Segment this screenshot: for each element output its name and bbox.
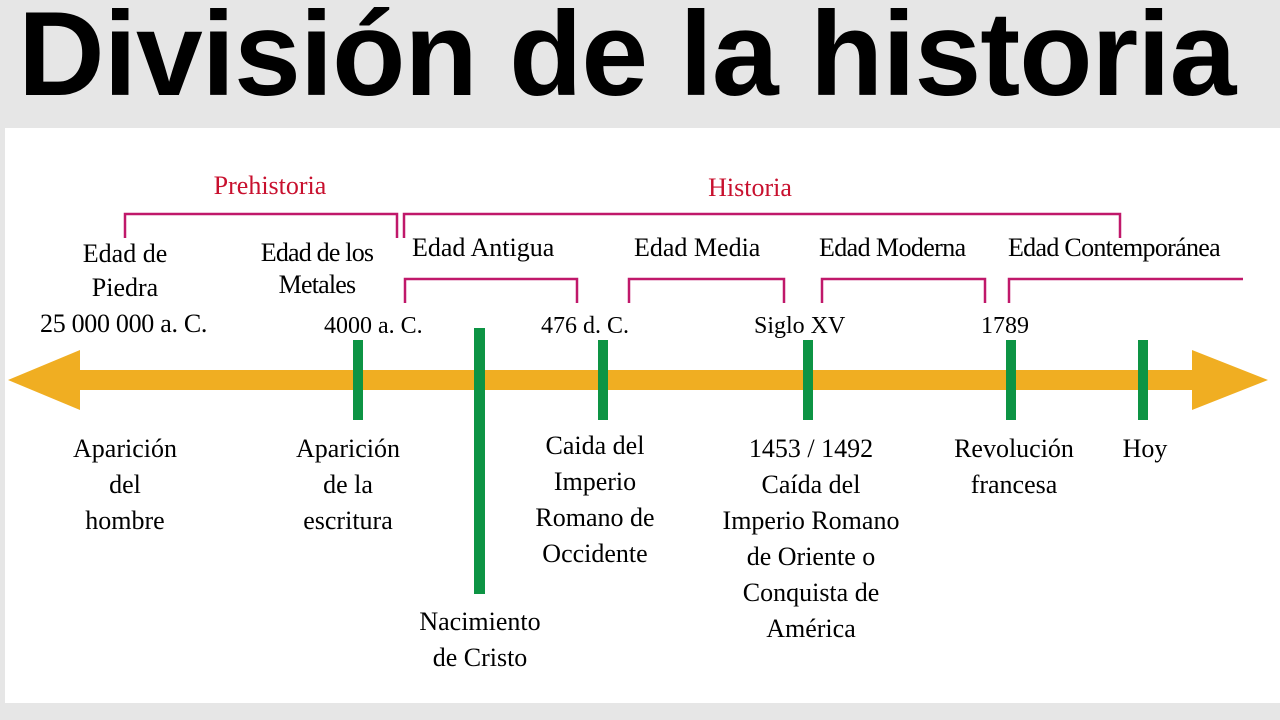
heading-prehistoria: Prehistoria: [213, 171, 327, 200]
bracket-edad-antigua: [405, 279, 577, 303]
date-piedra: 25 000 000 a. C.: [40, 309, 208, 338]
label-edad-contemporanea: Edad Contemporánea: [1008, 233, 1220, 262]
label-edad-piedra: Edad de Piedra: [82, 239, 168, 302]
event-aparicion-hombre: Aparición del hombre: [73, 434, 177, 535]
date-roma: 476 d. C.: [541, 313, 630, 339]
event-nacimiento-cristo: Nacimiento de Cristo: [419, 607, 541, 672]
axis-arrowhead-right: [1192, 350, 1268, 410]
label-edad-antigua: Edad Antigua: [412, 233, 555, 262]
tick-roma: [598, 340, 608, 420]
date-metales: 4000 a. C.: [324, 313, 423, 339]
page-title: División de la historia: [18, 0, 1236, 121]
axis-arrowhead-left: [8, 350, 80, 410]
tick-metales: [353, 340, 363, 420]
bracket-edad-media: [629, 279, 784, 303]
bracket-edad-contemporanea: [1009, 279, 1243, 303]
timeline-axis: [60, 370, 1210, 390]
event-caida-occidente: Caida del Imperio Romano de Occidente: [535, 431, 655, 568]
label-edad-metales: Edad de los Metales: [260, 238, 374, 299]
bracket-edad-moderna: [822, 279, 985, 303]
heading-historia: Historia: [708, 173, 792, 202]
event-caida-oriente: 1453 / 1492 Caída del Imperio Romano de Oriente o Conquista de América: [722, 434, 900, 643]
bracket-prehistoria: [125, 214, 397, 238]
label-edad-moderna: Edad Moderna: [819, 233, 966, 262]
tick-siglo-xv: [803, 340, 813, 420]
date-siglo-xv: Siglo XV: [754, 313, 846, 339]
tick-hoy: [1138, 340, 1148, 420]
event-hoy: Hoy: [1122, 434, 1168, 463]
tick-cristo: [474, 328, 485, 594]
date-1789: 1789: [981, 313, 1029, 339]
tick-1789: [1006, 340, 1016, 420]
event-aparicion-escritura: Aparición de la escritura: [296, 434, 400, 535]
event-revolucion-francesa: Revolución francesa: [954, 434, 1074, 499]
label-edad-media: Edad Media: [634, 233, 761, 262]
